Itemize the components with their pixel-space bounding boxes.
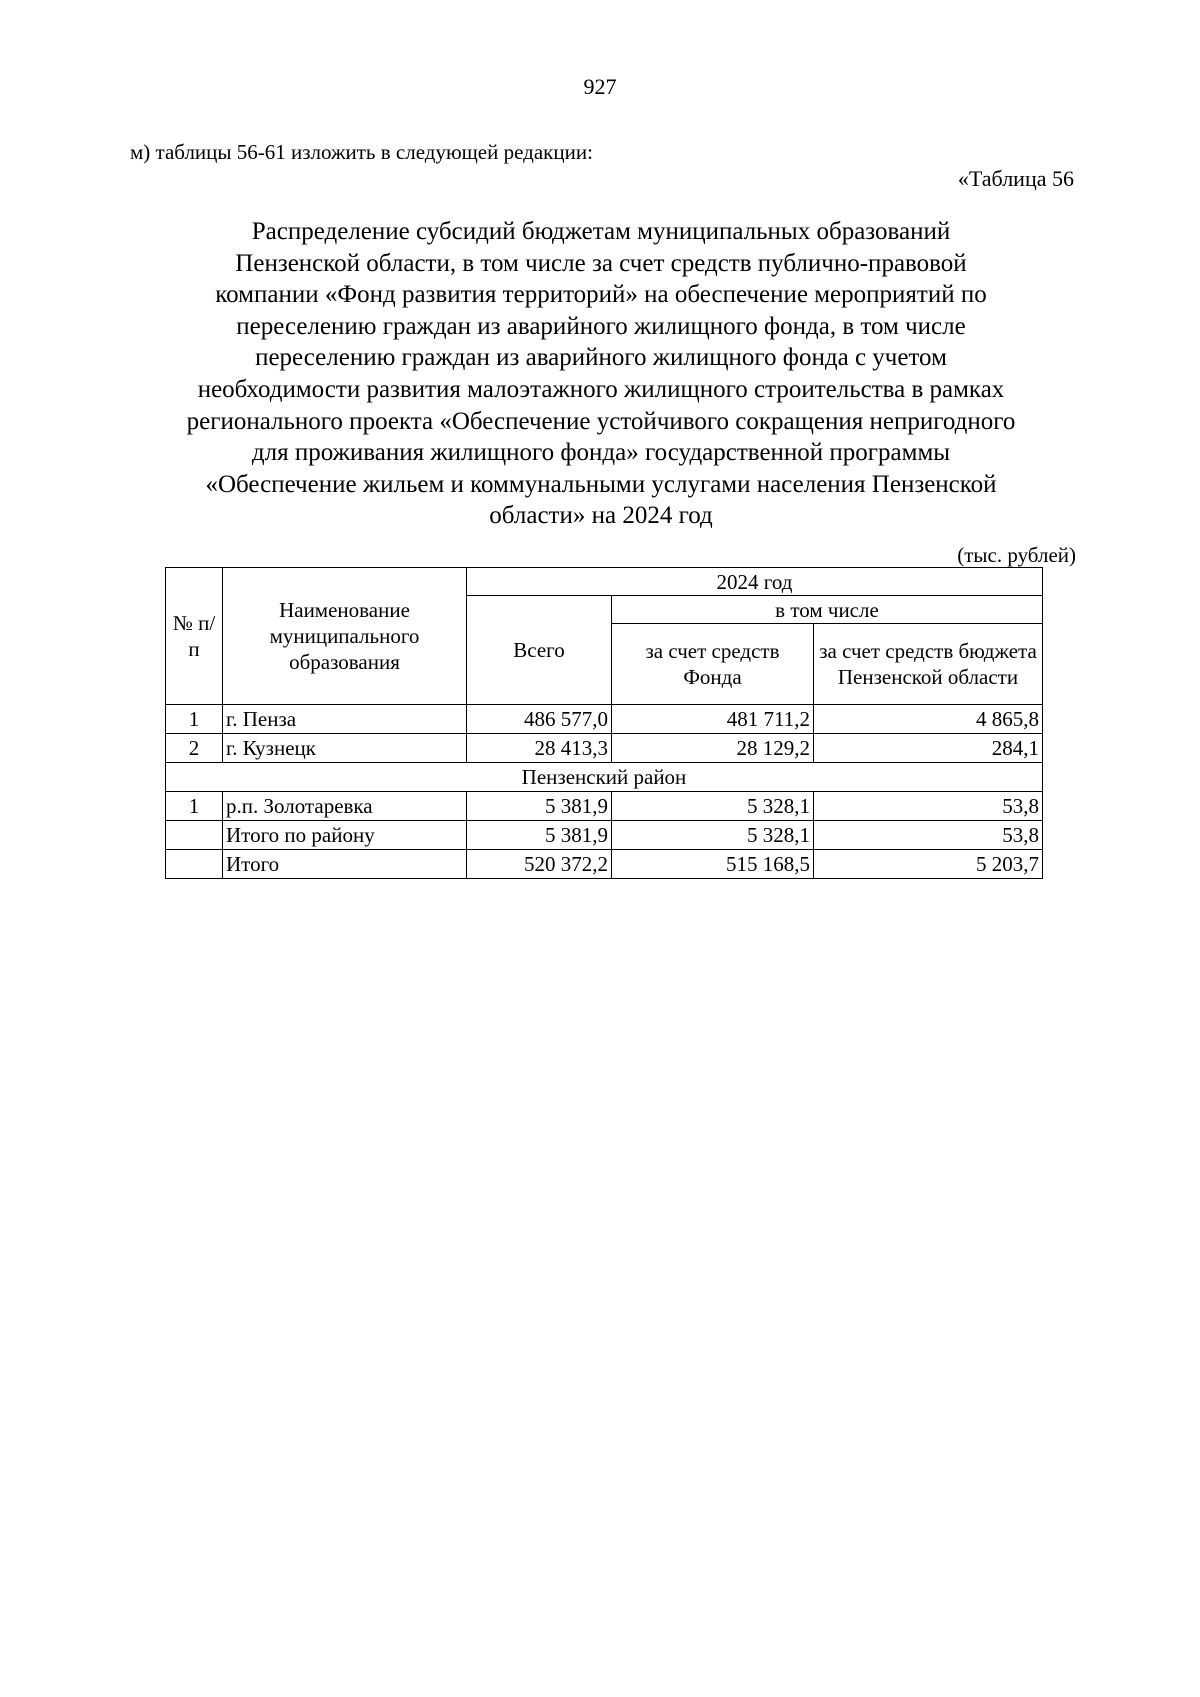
table-row [166,705,1043,734]
title-line: области» на 2024 год [489,502,713,530]
table-label: «Таблица 56 [957,166,1074,191]
title-line: компании «Фонд развития территорий» на обеспечение мероприятий по [215,281,987,309]
total-row [166,850,1043,879]
title-line: Пензенской области, в том числе за счет средств публично-правовой [235,249,967,277]
subtotal-row [166,821,1043,850]
subsidy-table [165,567,1043,879]
row-name: р.п. Золотаревка [223,792,467,821]
row-total: 5 381,9 [467,821,612,850]
row-name: г. Пенза [223,705,467,734]
page-number: 927 [583,74,617,99]
row-num: 1 [166,705,223,734]
header-regional: за счет средств бюджета Пензенской области [814,624,1043,705]
header-including: в том числе [612,596,1043,624]
units-label: (тыс. рублей) [957,543,1076,567]
row-regional: 53,8 [814,821,1043,850]
row-name: г. Кузнецк [223,734,467,763]
section-title: Пензенский район [166,763,1043,792]
header-name: Наименование муниципального образования [223,568,467,705]
row-total: 5 381,9 [467,792,612,821]
row-num [166,850,223,879]
row-regional: 5 203,7 [814,850,1043,879]
header-num: № п/п [166,568,223,705]
row-fund: 5 328,1 [612,792,814,821]
row-num: 1 [166,792,223,821]
row-fund: 5 328,1 [612,821,814,850]
row-num: 2 [166,734,223,763]
row-total: 520 372,2 [467,850,612,879]
table-row [166,792,1043,821]
row-regional: 53,8 [814,792,1043,821]
title-line: Распределение субсидий бюджетам муниципальных образований [251,218,951,245]
title-line: для проживания жилищного фонда» государственной программы [251,439,951,467]
row-fund: 28 129,2 [612,734,814,763]
header-year: 2024 год [467,568,1043,596]
row-num [166,821,223,850]
table-row [166,734,1043,763]
header-row [166,568,1043,596]
header-fund: за счет средств Фонда [612,624,814,705]
row-name: Итого [223,850,467,879]
title-line: переселению граждан из аварийного жилищного фонда с учетом [255,344,947,372]
row-fund: 515 168,5 [612,850,814,879]
title-line: регионального проекта «Обеспечение устойчивого сокращения непригодного [186,407,1016,435]
document-title [120,216,1082,532]
title-line: переселению граждан из аварийного жилищного фонда, в том числе [236,312,966,340]
row-regional: 284,1 [814,734,1043,763]
row-name: Итого по району [223,821,467,850]
title-line: «Обеспечение жильем и коммунальными услугами населения Пензенской [205,470,997,498]
row-total: 28 413,3 [467,734,612,763]
intro-text: м) таблицы 56-61 изложить в следующей редакции: [130,140,593,164]
section-row [166,763,1043,792]
row-total: 486 577,0 [467,705,612,734]
row-regional: 4 865,8 [814,705,1043,734]
header-total: Всего [467,596,612,705]
title-line: необходимости развития малоэтажного жилищного строительства в рамках [197,375,1005,403]
row-fund: 481 711,2 [612,705,814,734]
